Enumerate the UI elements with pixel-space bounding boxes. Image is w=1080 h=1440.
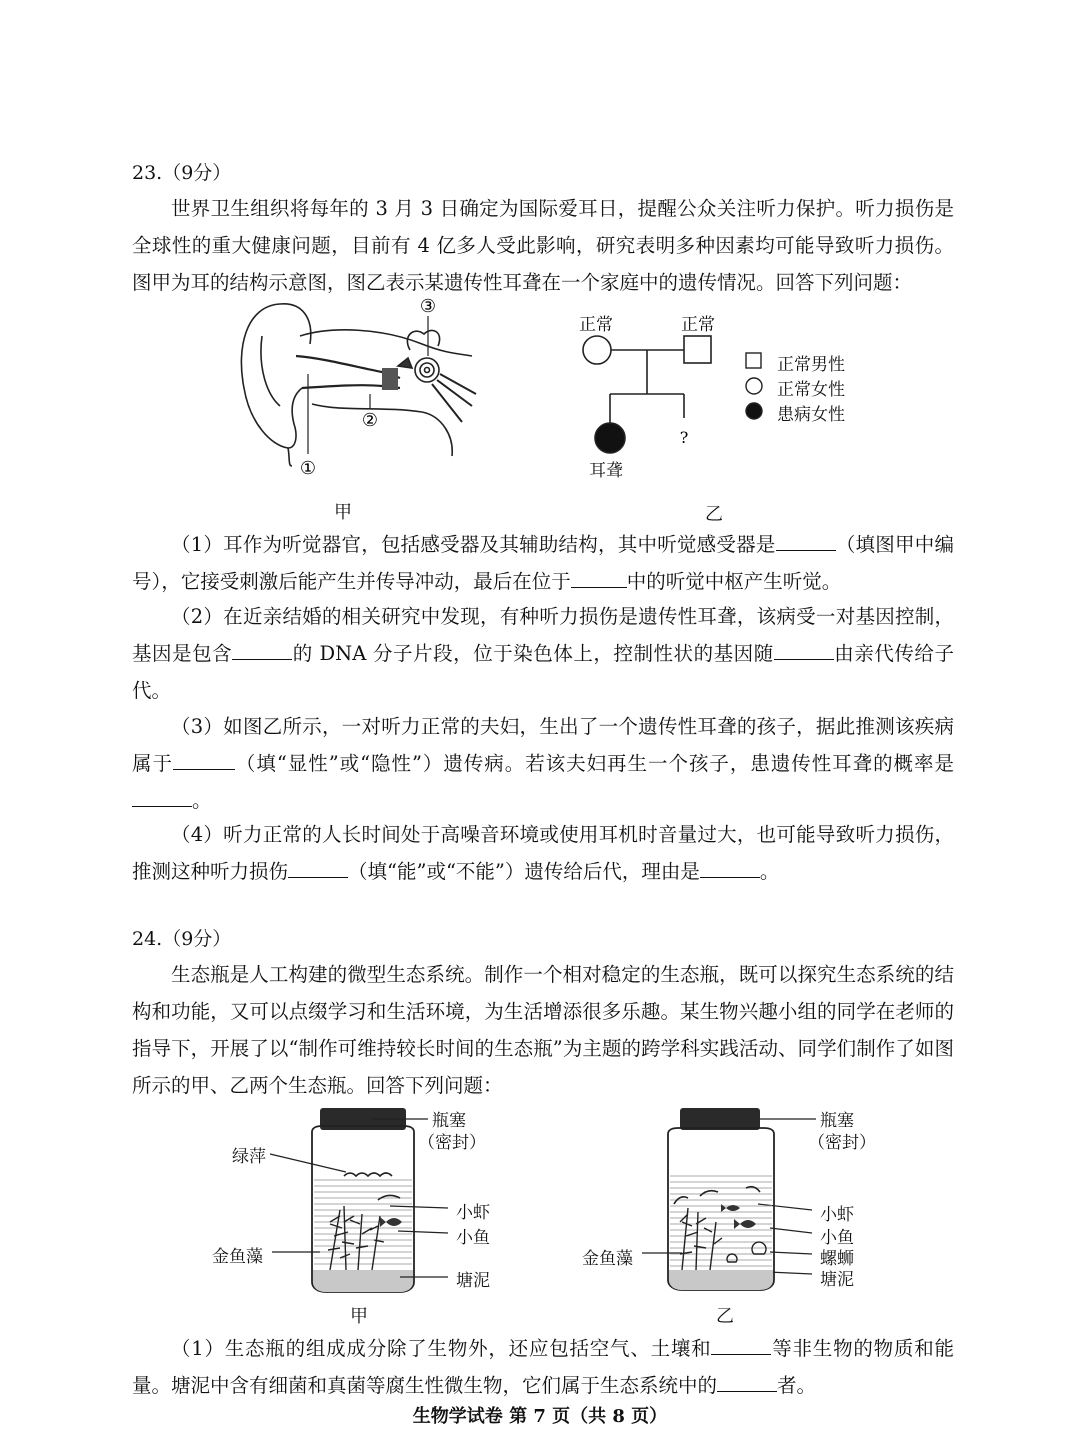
legend-affected-female: 患病女性 [777, 405, 845, 425]
unknown-child: ? [679, 428, 689, 447]
q24-sub1: （1）生态瓶的组成成分除了生物外，还应包括空气、土壤和 等非生物的物质和能量。塘泥中含有细菌和真菌等腐生性微生物，它们属于生态系统中的 者。 [132, 1330, 954, 1404]
fig-yi-caption: 乙 [705, 504, 723, 525]
q23-sub4: （4）听力正常的人长时间处于高噪音环境或使用耳机时音量过大，也可能导致听力损伤，推测这种听力损伤 （填“能”或“不能”）遗传给后代，理由是 。 [132, 823, 954, 883]
pond-mud [669, 1270, 773, 1290]
jar-yi-snail-label: 螺蛳 [820, 1249, 854, 1269]
ear-label-2: ② [361, 410, 379, 431]
jar-yi-fish-label: 小鱼 [820, 1228, 854, 1248]
fish-shape [721, 1204, 740, 1212]
jar-jia-duckweed-label: 绿萍 [232, 1147, 266, 1167]
jar-jia-mud-label: 塘泥 [456, 1271, 490, 1291]
q23-header: 23.（9分） [132, 162, 232, 184]
q23-intro: 世界卫生组织将每年的 3 月 3 日确定为国际爱耳日，提醒公众关注听力保护。听力损伤是全球性的重大健康问题，目前有 4 亿多人受此影响，研究表明多种因素均可能导致听力损伤。图甲为耳的结构示意图，图乙表示某遗传性耳聋在一个家庭中的遗传情况。回答下列问题： [132, 197, 954, 294]
legend-normal-female: 正常女性 [777, 380, 845, 400]
jar-jia-shrimp-label: 小虾 [456, 1203, 490, 1223]
jar-yi-mud-label: 塘泥 [820, 1270, 854, 1290]
answer-blank[interactable] [711, 1334, 771, 1355]
q23-sub1: （1）耳作为听觉器官，包括感受器及其辅助结构，其中听觉感受器是 （填图甲中编号），它接受刺激后能产生并传导冲动，最后在位于 中的听觉中枢产生听觉。 [132, 526, 954, 600]
pedigree-father-label: 正常 [579, 315, 613, 335]
jar-jia-sealed-label: （密封） [418, 1133, 486, 1153]
legend-normal-male: 正常男性 [777, 355, 845, 375]
jar-yi-sealed-label: （密封） [808, 1133, 876, 1153]
jar-yi-plant-label: 金鱼藻 [582, 1249, 633, 1269]
ear-label-1: ① [299, 458, 317, 479]
jar-jia-plant-label: 金鱼藻 [212, 1247, 263, 1267]
q24-intro: 生态瓶是人工构建的微型生态系统。制作一个相对稳定的生态瓶，既可以探究生态系统的结构和功能，又可以点缀学习和生活环境，为生活增添很多乐趣。某生物兴趣小组的同学在老师的指导下，开展了以“制作可维持较长时间的生态瓶”为主题的跨学科实践活动、同学们制作了如图所示的甲、乙两个生态瓶。回答下列问题： [132, 963, 954, 1097]
fish-shape [734, 1219, 756, 1229]
jar-yi-shrimp-label: 小虾 [820, 1205, 854, 1225]
shrimp-shape [674, 1187, 760, 1204]
q23-sub2: （2）在近亲结婚的相关研究中发现，有种听力损伤是遗传性耳聋，该病受一对基因控制，基因是包含 的 DNA 分子片段，位于染色体上，控制性状的基因随 由亲代传给子代。 [132, 605, 954, 702]
snail-shape [727, 1242, 766, 1262]
jar-jia-stopper-label: 瓶塞 [432, 1111, 466, 1131]
q24-header: 24.（9分） [132, 928, 232, 950]
pedigree-mother-label: 正常 [681, 315, 715, 335]
pedigree-child-label: 耳聋 [589, 461, 623, 481]
jar-yi-caption: 乙 [716, 1306, 734, 1327]
page-footer: 生物学试卷 第 7 页（共 8 页） [412, 1406, 668, 1427]
jar-stopper [680, 1108, 760, 1130]
ear-label-3: ③ [419, 296, 437, 317]
jar-jia-caption: 甲 [350, 1306, 368, 1327]
fig-jia-caption: 甲 [334, 502, 352, 523]
jar-yi-figure [660, 1104, 820, 1294]
jar-yi-stopper-label: 瓶塞 [820, 1111, 854, 1131]
answer-blank[interactable] [717, 1371, 777, 1392]
q23-sub3: （3）如图乙所示，一对听力正常的夫妇，生出了一个遗传性耳聋的孩子，据此推测该疾病属于 （填“显性”或“隐性”）遗传病。若该夫妇再生一个孩子，患遗传性耳聋的概率是。 [132, 715, 954, 812]
goldfish-weed [680, 1208, 722, 1270]
jar-jia-fish-label: 小鱼 [456, 1228, 490, 1248]
